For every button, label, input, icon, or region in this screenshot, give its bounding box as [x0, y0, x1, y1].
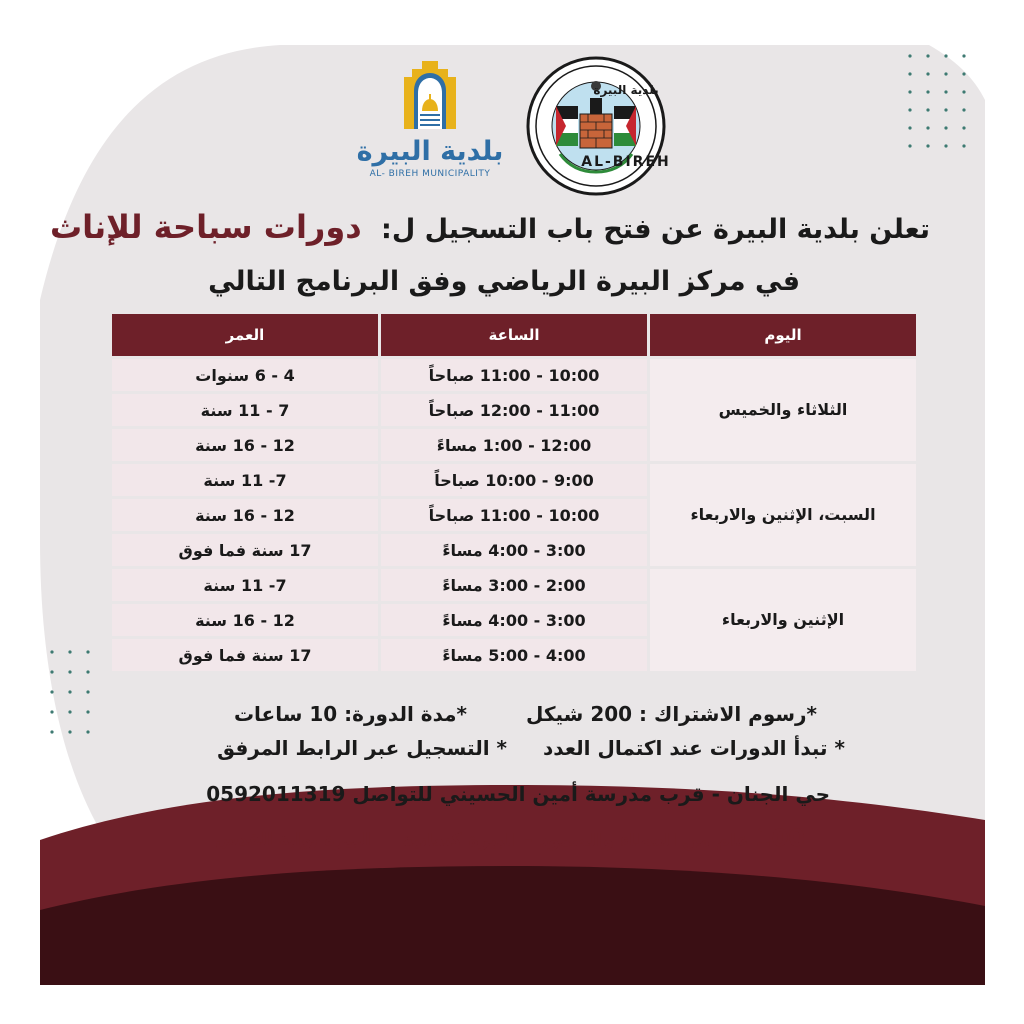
age-cell: 7- 11 سنة	[112, 464, 378, 496]
time-cell: 11:00 - 12:00 صباحاً	[381, 394, 647, 426]
headline-intro: تعلن بلدية البيرة عن فتح باب التسجيل ل:	[381, 214, 930, 245]
address-contact: حي الجنان - قرب مدرسة أمين الحسيني للتواصل 0592011319	[206, 782, 830, 806]
poster	[40, 40, 985, 985]
day-cell: السبت، الإثنين والاربعاء	[650, 464, 916, 566]
day-cell: الثلاثاء والخميس	[650, 359, 916, 461]
age-cell: 7- 11 سنة	[112, 569, 378, 601]
slogan-100-years	[402, 824, 805, 852]
age-cell: 7 - 11 سنة	[112, 394, 378, 426]
time-cell: 4:00 - 5:00 مساءً	[381, 639, 647, 671]
age-cell: 12 - 16 سنة	[112, 604, 378, 636]
age-cell: 12 - 16 سنة	[112, 429, 378, 461]
time-cell: 3:00 - 4:00 مساءً	[381, 604, 647, 636]
registration-note: * التسجيل عبر الرابط المرفق	[217, 736, 507, 760]
time-cell: 3:00 - 4:00 مساءً	[381, 534, 647, 566]
age-cell: 17 سنة فما فوق	[112, 534, 378, 566]
municipality-name-ar: بلدية البيرة	[356, 136, 504, 167]
slogan-gate: البيرة بوابة القدس	[215, 830, 371, 850]
al-bireh-seal-icon	[526, 56, 666, 196]
headline-highlight: دورات سباحة للإناث	[49, 208, 362, 246]
table-row	[112, 464, 916, 496]
table-header-row	[112, 314, 916, 356]
municipality-logo	[350, 55, 510, 179]
duration-note: *مدة الدورة: 10 ساعات	[233, 702, 467, 726]
time-cell: 10:00 - 11:00 صباحاً	[381, 359, 647, 391]
fee-note: *رسوم الاشتراك : 200 شيكل	[526, 702, 817, 726]
announcement-headline	[49, 208, 930, 246]
header-time: الساعة	[381, 314, 647, 356]
time-cell: 2:00 - 3:00 مساءً	[381, 569, 647, 601]
municipality-name-en: AL- BIREH MUNICIPALITY	[369, 169, 491, 179]
schedule-table	[109, 311, 919, 674]
table-row	[112, 569, 916, 601]
header-day: اليوم	[650, 314, 916, 356]
dot-pattern-top-right	[908, 54, 965, 147]
start-note: * تبدأ الدورات عند اكتمال العدد	[543, 736, 845, 760]
seal-text-top: بلدية البيرة	[593, 83, 659, 97]
gate-emblem-icon	[402, 55, 458, 131]
day-cell: الإثنين والاربعاء	[650, 569, 916, 671]
table-row	[112, 359, 916, 391]
time-cell: 12:00 - 1:00 مساءً	[381, 429, 647, 461]
age-cell: 4 - 6 سنوات	[112, 359, 378, 391]
header-age: العمر	[112, 314, 378, 356]
slogan-years-number: 100	[754, 824, 805, 852]
time-cell: 9:00 - 10:00 صباحاً	[381, 464, 647, 496]
age-cell: 12 - 16 سنة	[112, 499, 378, 531]
seal-text-bottom: AL-BIREH	[581, 154, 671, 170]
slogan-years-text: عام من العطاء والصمود – البيرة كنعانية	[402, 830, 749, 851]
headline-subtitle: في مركز البيرة الرياضي وفق البرنامج التالي	[208, 266, 800, 297]
time-cell: 10:00 - 11:00 صباحاً	[381, 499, 647, 531]
age-cell: 17 سنة فما فوق	[112, 639, 378, 671]
